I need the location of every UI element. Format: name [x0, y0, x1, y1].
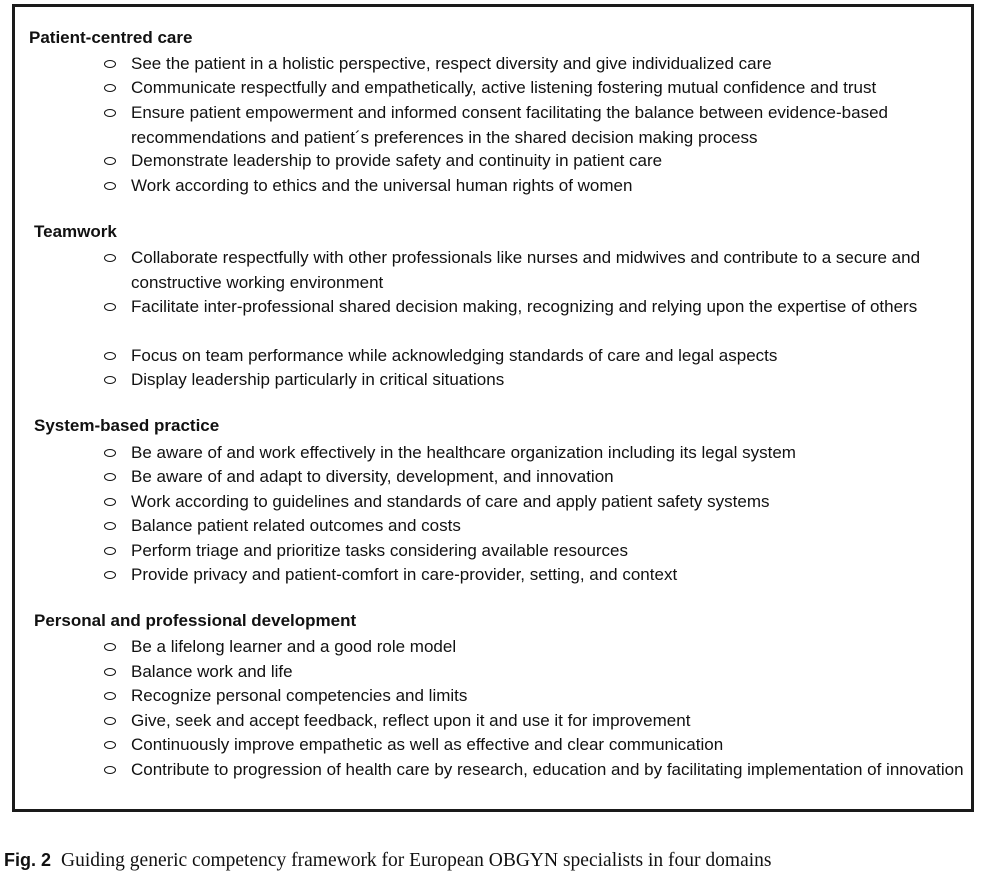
circle-bullet-icon	[104, 376, 116, 384]
list-item-text: Demonstrate leadership to provide safety and continuity in patient care	[131, 151, 663, 170]
list-item-text: See the patient in a holistic perspective, respect diversity and give individualized care	[131, 54, 772, 73]
circle-bullet-icon	[104, 668, 116, 676]
list-item-text: Contribute to progression of health care by research, education and by facilitating implementation of innovation	[131, 760, 964, 779]
list-item-text: Be a lifelong learner and a good role model	[131, 637, 457, 656]
list-item-text: Display leadership particularly in critical situations	[131, 370, 505, 389]
list-item-text: Balance work and life	[131, 662, 293, 681]
list-item-text: Ensure patient empowerment and informed consent facilitating the balance between evidence-based recommendations and patient´s preferences in the shared decision making process	[131, 103, 888, 147]
circle-bullet-icon	[104, 571, 116, 579]
circle-bullet-icon	[104, 157, 116, 165]
list-item-text: Focus on team performance while acknowledging standards of care and legal aspects	[131, 346, 778, 365]
circle-bullet-icon	[104, 717, 116, 725]
circle-bullet-icon	[104, 109, 116, 117]
list-item-text: Recognize personal competencies and limits	[131, 686, 468, 705]
circle-bullet-icon	[104, 692, 116, 700]
circle-bullet-icon	[104, 449, 116, 457]
list-item-text: Work according to guidelines and standards of care and apply patient safety systems	[131, 492, 770, 511]
circle-bullet-icon	[104, 182, 116, 190]
list-item-text: Provide privacy and patient-comfort in care-provider, setting, and context	[131, 565, 678, 584]
circle-bullet-icon	[104, 741, 116, 749]
domain-title: Patient-centred care	[29, 28, 193, 47]
list-item-text: Be aware of and work effectively in the healthcare organization including its legal system	[131, 443, 796, 462]
circle-bullet-icon	[104, 352, 116, 360]
circle-bullet-icon	[104, 498, 116, 506]
circle-bullet-icon	[104, 643, 116, 651]
competency-framework-box	[12, 4, 974, 812]
domain-title: System-based practice	[34, 416, 220, 435]
domain-title: Teamwork	[34, 222, 117, 241]
domain-title: Personal and professional development	[34, 611, 357, 630]
circle-bullet-icon	[104, 84, 116, 92]
circle-bullet-icon	[104, 547, 116, 555]
circle-bullet-icon	[104, 60, 116, 68]
circle-bullet-icon	[104, 522, 116, 530]
circle-bullet-icon	[104, 254, 116, 262]
circle-bullet-icon	[104, 473, 116, 481]
list-item-text: Facilitate inter-professional shared decision making, recognizing and relying upon the expertise of others	[131, 297, 918, 316]
list-item-text: Perform triage and prioritize tasks considering available resources	[131, 541, 629, 560]
list-item-text: Continuously improve empathetic as well as effective and clear communication	[131, 735, 724, 754]
list-item-text: Communicate respectfully and empathetically, active listening fostering mutual confidence and trust	[131, 78, 877, 97]
list-item-text: Be aware of and adapt to diversity, development, and innovation	[131, 467, 614, 486]
list-item-text: Collaborate respectfully with other professionals like nurses and midwives and contribute to a secure and constructive working environment	[131, 248, 921, 292]
list-item-text: Balance patient related outcomes and costs	[131, 516, 461, 535]
circle-bullet-icon	[104, 303, 116, 311]
figure-label: Fig. 2	[4, 850, 52, 870]
list-item-text: Work according to ethics and the universal human rights of women	[131, 176, 633, 195]
figure-caption	[4, 848, 771, 873]
list-item-text: Give, seek and accept feedback, reflect upon it and use it for improvement	[131, 711, 691, 730]
figure-caption-text: Guiding generic competency framework for European OBGYN specialists in four domains	[61, 850, 772, 871]
circle-bullet-icon	[104, 766, 116, 774]
